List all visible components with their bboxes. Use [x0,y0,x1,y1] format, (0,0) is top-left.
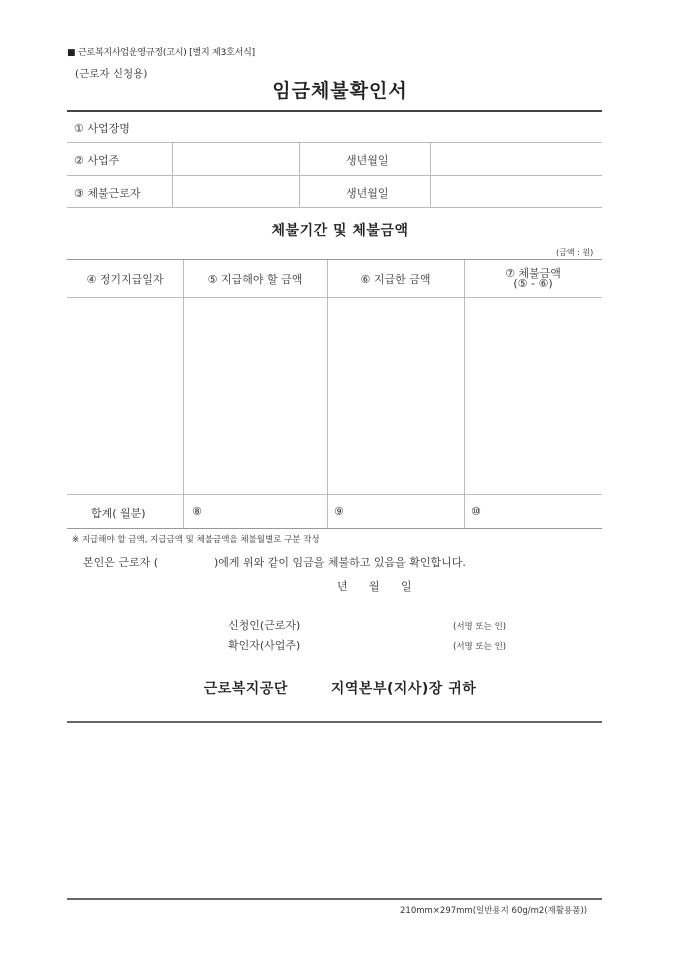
date-day-label: 일 [401,580,412,593]
col-header-unpaid-amount: ⑦ 체불금액 [505,267,561,280]
worker-label: ③ 체불근로자 [74,187,141,200]
amount-due-entry-area[interactable] [184,298,327,494]
worker-birth-field[interactable] [431,176,602,207]
col-header-amount-due: ⑤ 지급해야 할 금액 [207,273,303,286]
total-due-marker: ⑧ [192,505,202,518]
total-row-divider [67,494,602,495]
employer-birth-label: 생년월일 [346,154,389,167]
unpaid-amount-entry-area[interactable] [465,298,602,494]
addressee-line: 근로복지공단 지역본부(지사)장 귀하 [203,681,477,697]
worker-birth-label: 생년월일 [346,187,389,200]
confirmation-statement: 본인은 근로자 ( )에게 위와 같이 임금을 체불하고 있음을 확인합니다. [83,556,466,569]
col-header-unpaid-formula: (⑤ - ⑥) [513,277,553,290]
wage-table-top-border [67,259,602,260]
confirmer-label: 확인자(사업주) [228,639,301,652]
form-end-rule [67,721,602,723]
wage-section-title: 체불기간 및 체불금액 [271,223,409,239]
total-paid-marker: ⑨ [334,505,344,518]
workplace-label: ① 사업장명 [74,122,130,135]
paper-size-note: 210mm×297mm(일반용지 60g/m2(재활용품)) [400,906,588,916]
info-table-bottom-border [67,207,602,208]
confirmer-signature-hint[interactable]: (서명 또는 인) [453,642,507,652]
applicant-type-note: (근로자 신청용) [75,68,148,80]
total-unpaid-marker: ⑩ [471,505,481,518]
employer-label: ② 사업주 [74,154,120,167]
wage-footnote: ※ 지급해야 할 금액, 지급금액 및 체불금액을 체불월별로 구분 작성 [72,535,320,545]
amount-paid-entry-area[interactable] [328,298,464,494]
applicant-label: 신청인(근로자) [228,619,301,632]
worker-field[interactable] [173,176,299,207]
total-label: 합계( 월분) [91,507,146,520]
column-divider [430,143,431,207]
info-table-top-border [67,110,602,112]
employer-field[interactable] [173,143,299,175]
applicant-signature-hint[interactable]: (서명 또는 인) [453,622,507,632]
col-header-amount-paid: ⑥ 지급한 금액 [360,273,431,286]
date-month-label: 월 [369,580,380,593]
employer-birth-field[interactable] [431,143,602,175]
column-divider [172,143,173,207]
wage-table-bottom-border [67,528,602,529]
column-divider [299,143,300,207]
column-divider [464,260,465,528]
document-title: 임금체불확인서 [272,80,408,102]
column-divider [183,260,184,528]
col-header-pay-date: ④ 정기지급일자 [86,273,164,286]
date-year-label: 년 [337,580,348,593]
pay-date-entry-area[interactable] [67,298,183,494]
amount-unit: (금액 : 원) [556,248,594,257]
page-bottom-rule [67,898,602,900]
column-divider [327,260,328,528]
form-reference-note: ■ 근로복지사업운영규정(고시) [별지 제3호서식] [67,48,255,58]
